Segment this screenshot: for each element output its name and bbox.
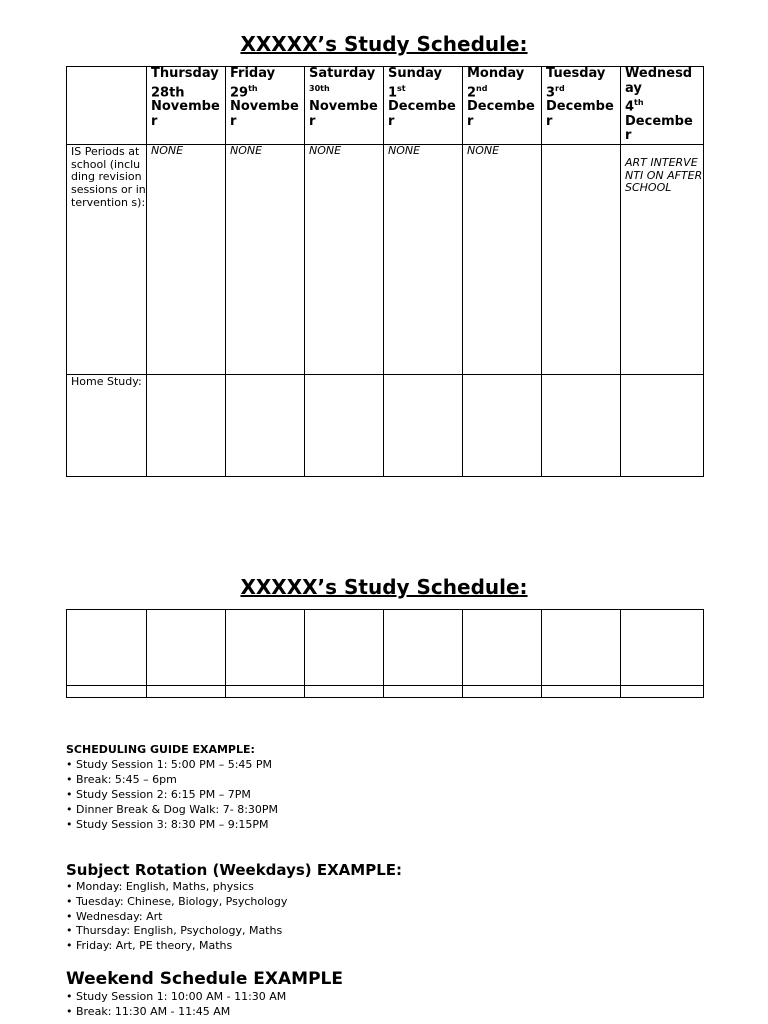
- day-date: 30th: [309, 83, 330, 93]
- table-cell: [621, 610, 704, 686]
- table-cell: [621, 686, 704, 698]
- list-item: • Break: 11:30 AM - 11:45 AM: [66, 1004, 231, 1018]
- table-cell: [463, 686, 542, 698]
- table-row: [67, 610, 704, 686]
- weekend-schedule-title: Weekend Schedule EXAMPLE: [66, 969, 343, 989]
- row-label: Home Study:: [67, 374, 147, 476]
- day-header-sunday: [384, 67, 463, 145]
- list-item: • Study Session 3: 8:30 PM – 9:15PM: [66, 818, 269, 831]
- day-name: Wednesd ay: [625, 66, 693, 96]
- table-cell: [305, 686, 384, 698]
- day-date: 3rd: [546, 83, 565, 100]
- schedule-cell: ART INTERVENTI ON AFTER SCHOOL: [621, 144, 704, 374]
- schedule-cell: [147, 374, 226, 476]
- subject-rotation-title: Subject Rotation (Weekdays) EXAMPLE:: [66, 861, 402, 879]
- schedule-cell: NONE: [226, 144, 305, 374]
- day-month: Novembe r: [230, 99, 299, 129]
- weekend-schedule-list: [66, 990, 286, 1020]
- table-cell: [384, 686, 463, 698]
- table-cell: [542, 686, 621, 698]
- day-month: Decembe r: [546, 99, 614, 129]
- list-item: • Monday: English, Maths, physics: [66, 880, 254, 893]
- day-date: 4th: [625, 98, 644, 115]
- list-item: • Wednesday: Art: [66, 909, 163, 923]
- schedule-cell: NONE: [384, 144, 463, 374]
- day-header-friday: [226, 67, 305, 145]
- day-name: Tuesday: [546, 66, 606, 81]
- day-name: Monday: [467, 66, 525, 81]
- day-name: Saturday: [309, 66, 376, 81]
- day-header-thursday: [147, 67, 226, 145]
- schedule-cell: NONE: [305, 144, 384, 374]
- day-month: Decembe r: [467, 99, 535, 129]
- day-month: Decembe r: [388, 99, 456, 129]
- table-cell: [226, 686, 305, 698]
- list-item: • Study Session 1: 5:00 PM – 5:45 PM: [66, 758, 273, 771]
- scheduling-guide-title: SCHEDULING GUIDE EXAMPLE:: [66, 743, 255, 756]
- table-cell: [463, 610, 542, 686]
- day-header-tuesday: [542, 67, 621, 145]
- day-header-saturday: [305, 67, 384, 145]
- schedule-cell: NONE: [463, 144, 542, 374]
- schedule-cell: [305, 374, 384, 476]
- study-schedule-table: [66, 66, 704, 477]
- page-title-2: XXXXX’s Study Schedule:: [240, 575, 528, 599]
- list-item: • Friday: Art, PE theory, Maths: [66, 939, 233, 953]
- table-cell: [384, 610, 463, 686]
- day-header-wednesday: [621, 67, 704, 145]
- day-date: 29th: [230, 83, 258, 100]
- table-row-is-periods: [67, 144, 704, 374]
- schedule-cell: [226, 374, 305, 476]
- table-cell: [147, 610, 226, 686]
- table-cell: [67, 686, 147, 698]
- schedule-cell: [463, 374, 542, 476]
- list-item: • Tuesday: Chinese, Biology, Psychology: [66, 894, 288, 908]
- page-title: XXXXX’s Study Schedule:: [240, 32, 528, 56]
- day-date: 1st: [388, 83, 406, 100]
- schedule-cell: [621, 374, 704, 476]
- day-name: Thursday: [151, 66, 219, 81]
- list-item: • Break: 5:45 – 6pm: [66, 773, 177, 786]
- row-label: IS Periods at school (including revision sessions or intervention s):: [67, 144, 147, 374]
- schedule-cell: [542, 144, 621, 374]
- day-month: Novembe r: [151, 99, 220, 129]
- list-item: • Study Session 2: 6:15 PM – 7PM: [66, 788, 251, 801]
- table-row: [67, 686, 704, 698]
- day-month: Novembe r: [309, 99, 378, 129]
- subject-rotation-list: [66, 880, 287, 954]
- list-item: • Thursday: English, Psychology, Maths: [66, 924, 283, 938]
- table-header-row: [67, 67, 704, 145]
- table-cell: [305, 610, 384, 686]
- table-row-home-study: [67, 374, 704, 476]
- table-cell: [147, 686, 226, 698]
- schedule-cell: NONE: [147, 144, 226, 374]
- table-cell: [542, 610, 621, 686]
- table-cell: [67, 610, 147, 686]
- header-corner-cell: [67, 67, 147, 145]
- scheduling-guide: [66, 742, 278, 832]
- day-name: Friday: [230, 66, 276, 81]
- schedule-cell: [542, 374, 621, 476]
- day-date: 28th: [151, 84, 185, 100]
- day-month: Decembe r: [625, 113, 693, 144]
- day-date: 2nd: [467, 83, 488, 100]
- blank-schedule-table: [66, 609, 704, 698]
- list-item: • Dinner Break & Dog Walk: 7- 8:30PM: [66, 803, 279, 816]
- day-header-monday: [463, 67, 542, 145]
- schedule-cell: [384, 374, 463, 476]
- list-item: • Study Session 1: 10:00 AM - 11:30 AM: [66, 990, 287, 1003]
- table-cell: [226, 610, 305, 686]
- day-name: Sunday: [388, 66, 443, 81]
